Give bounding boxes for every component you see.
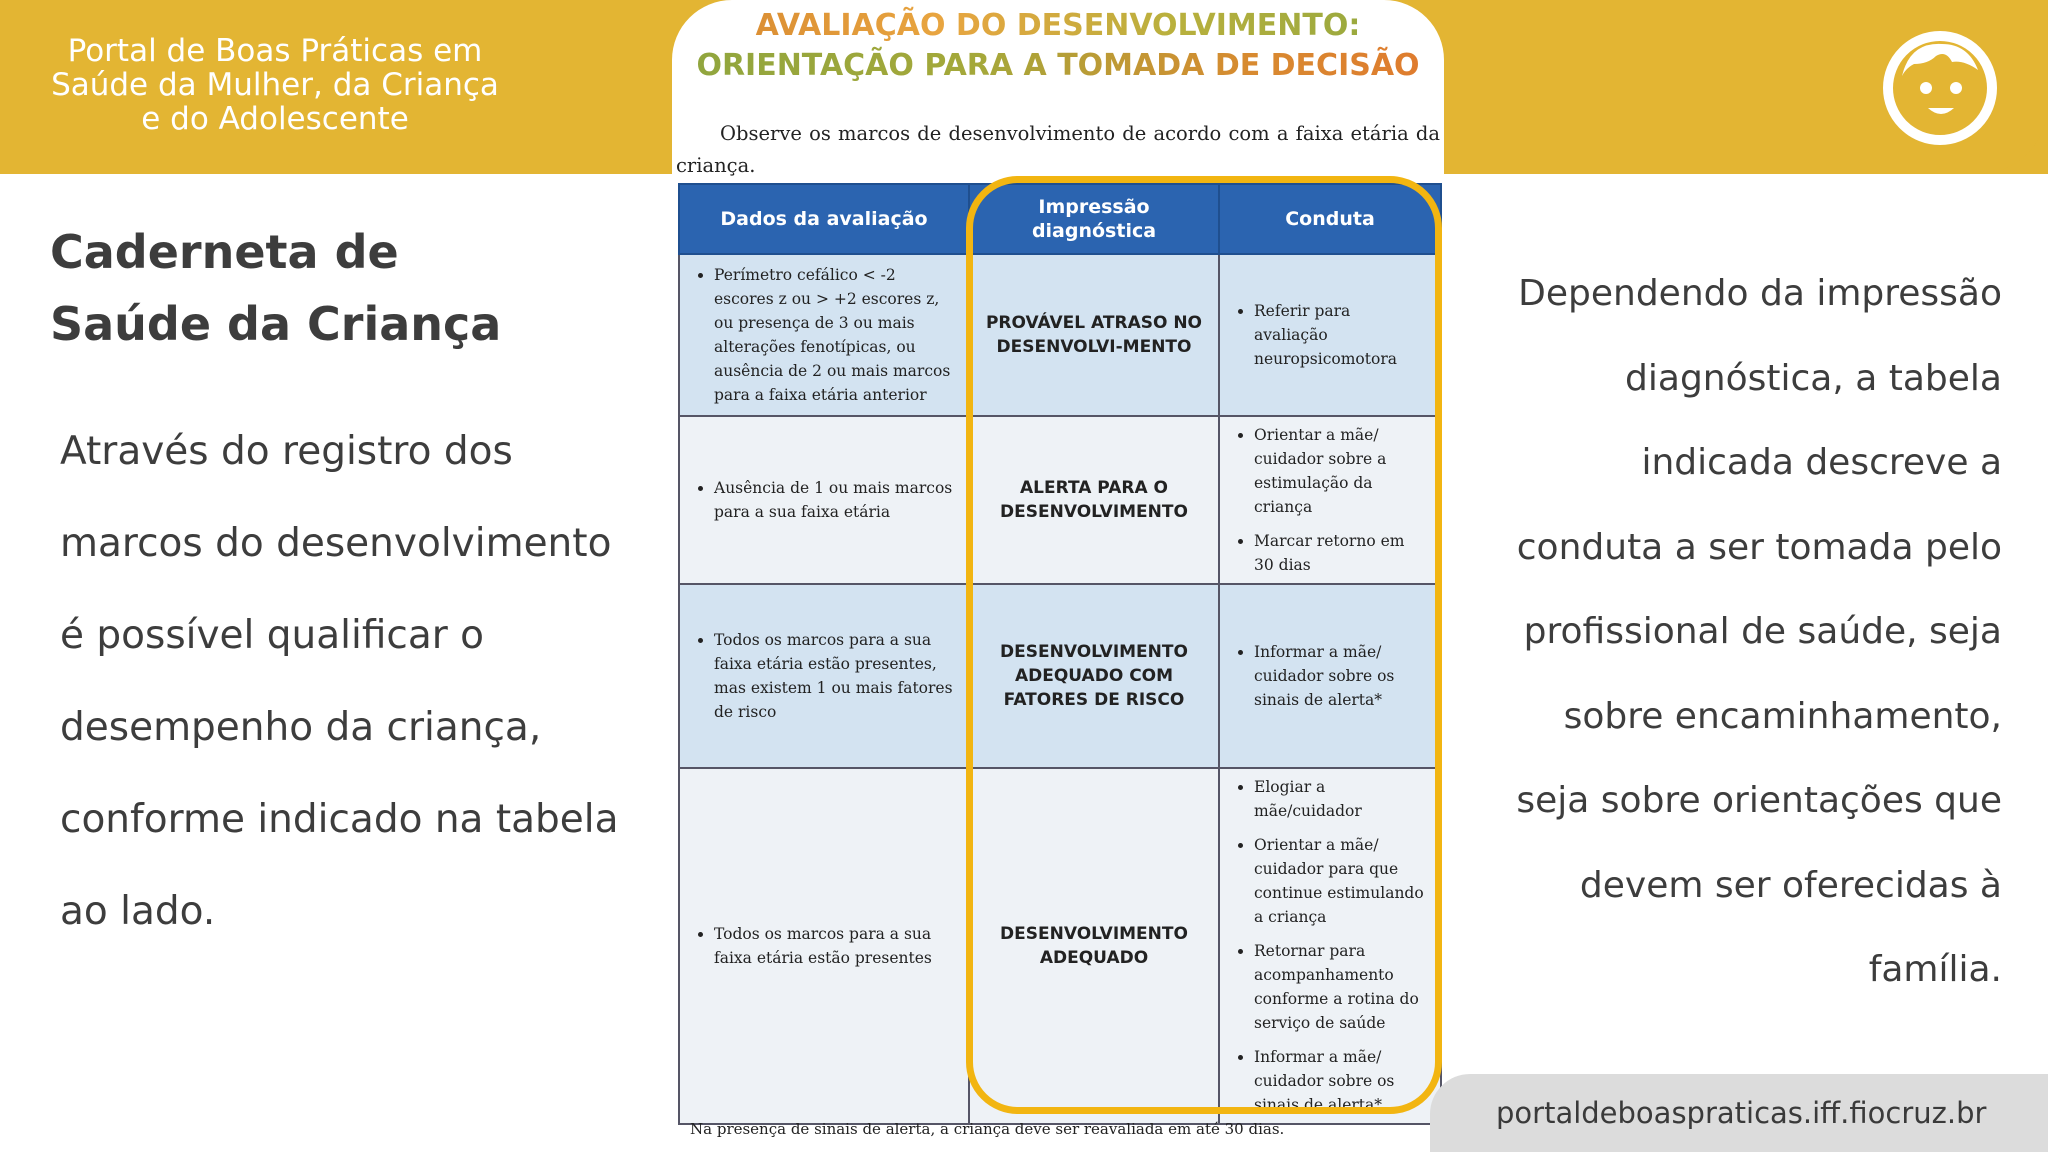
document-intro: Observe os marcos de desenvolvimento de acordo com a faixa etária da criança. (676, 122, 1440, 177)
list-item: • Referir para avaliação neuropsicomotora (1254, 299, 1428, 371)
column-header-impressao: Impressão diagnóstica (969, 184, 1219, 254)
left-description-line: marcos do desenvolvimento (60, 521, 612, 566)
section-title (50, 216, 610, 360)
table-cell-impressao: ALERTA PARA O DESENVOLVIMENTO (969, 416, 1219, 584)
portal-url: portaldeboaspraticas.iff.fiocruz.br (1496, 1096, 1987, 1130)
document-title (672, 6, 1444, 86)
column-header-conduta: Conduta (1219, 184, 1441, 254)
table-cell-conduta (1219, 584, 1441, 768)
table-cell-impressao: DESENVOLVIMENTO ADEQUADO COM FATORES DE RISCO (969, 584, 1219, 768)
right-description (1470, 252, 2002, 1013)
portal-title-line: e do Adolescente (141, 101, 409, 137)
table-cell-impressao: DESENVOLVIMENTO ADEQUADO (969, 768, 1219, 1124)
left-description-line: ao lado. (60, 889, 216, 934)
right-description-line: família. (1868, 949, 2002, 990)
column-header-dados: Dados da avaliação (679, 184, 969, 254)
table-cell-dados (679, 768, 969, 1124)
table-cell-conduta (1219, 254, 1441, 416)
right-description-line: sobre encaminhamento, (1563, 695, 2002, 737)
list-item: • Perímetro cefálico < -2 escores z ou > +2 escores z, ou presença de 3 ou mais alterações fenotípicas, ou ausência de 2 ou mais marcos para a faixa etária anterior (714, 263, 956, 407)
table-cell-conduta (1219, 416, 1441, 584)
portal-title-line: Portal de Boas Práticas em (67, 33, 483, 69)
right-description-line: diagnóstica, a tabela (1625, 357, 2002, 399)
list-item: • Elogiar a mãe/cuidador (1254, 775, 1428, 823)
evaluation-table (678, 183, 1442, 1125)
document-footnote: Na presença de sinais de alerta, a criança deve ser reavaliada em até 30 dias. (690, 1120, 1285, 1138)
table-row (679, 768, 1441, 1124)
list-item: • Ausência de 1 ou mais marcos para a sua faixa etária (714, 476, 956, 524)
section-title-line: Caderneta de (50, 225, 399, 279)
list-item: • Orientar a mãe/ cuidador sobre a estimulação da criança (1254, 423, 1428, 519)
table-cell-impressao: PROVÁVEL ATRASO NO DESENVOLVI-MENTO (969, 254, 1219, 416)
right-description-line: conduta a ser tomada pelo (1516, 526, 2002, 568)
right-description-line: seja sobre orientações que (1516, 780, 2002, 821)
table-cell-dados (679, 254, 969, 416)
portal-title-line: Saúde da Mulher, da Criança (51, 67, 499, 103)
left-description-line: conforme indicado na tabela (60, 797, 619, 842)
table-cell-dados (679, 584, 969, 768)
table-row (679, 416, 1441, 584)
list-item: • Todos os marcos para a sua faixa etária estão presentes (714, 922, 956, 970)
left-description-line: Através do registro dos (60, 429, 513, 474)
document-title-line1: AVALIAÇÃO DO DESENVOLVIMENTO: (672, 6, 1444, 46)
list-item: • Marcar retorno em 30 dias (1254, 529, 1428, 577)
right-description-line: Dependendo da impressão (1518, 273, 2002, 314)
right-description-line: devem ser oferecidas à (1579, 864, 2002, 906)
portal-title (40, 34, 510, 136)
list-item: • Informar a mãe/ cuidador sobre os sinais de alerta* (1254, 1045, 1428, 1117)
right-description-line: profissional de saúde, seja (1523, 611, 2002, 652)
left-description-line: desempenho da criança, (60, 705, 542, 750)
table-cell-dados (679, 416, 969, 584)
left-description-line: é possível qualificar o (60, 613, 485, 658)
child-face-icon (1880, 26, 2000, 146)
list-item: • Informar a mãe/ cuidador sobre os sinais de alerta* (1254, 640, 1428, 712)
table-row (679, 254, 1441, 416)
list-item: • Orientar a mãe/ cuidador para que continue estimulando a criança (1254, 833, 1428, 929)
list-item: • Retornar para acompanhamento conforme a rotina do serviço de saúde (1254, 939, 1428, 1035)
section-title-line: Saúde da Criança (50, 297, 502, 351)
table-row (679, 584, 1441, 768)
list-item: • Todos os marcos para a sua faixa etária estão presentes, mas existem 1 ou mais fatores de risco (714, 628, 956, 724)
document-title-line2: ORIENTAÇÃO PARA A TOMADA DE DECISÃO (672, 46, 1444, 86)
table-cell-conduta (1219, 768, 1441, 1124)
left-description (60, 406, 660, 958)
right-description-line: indicada descreve a (1641, 442, 2002, 483)
